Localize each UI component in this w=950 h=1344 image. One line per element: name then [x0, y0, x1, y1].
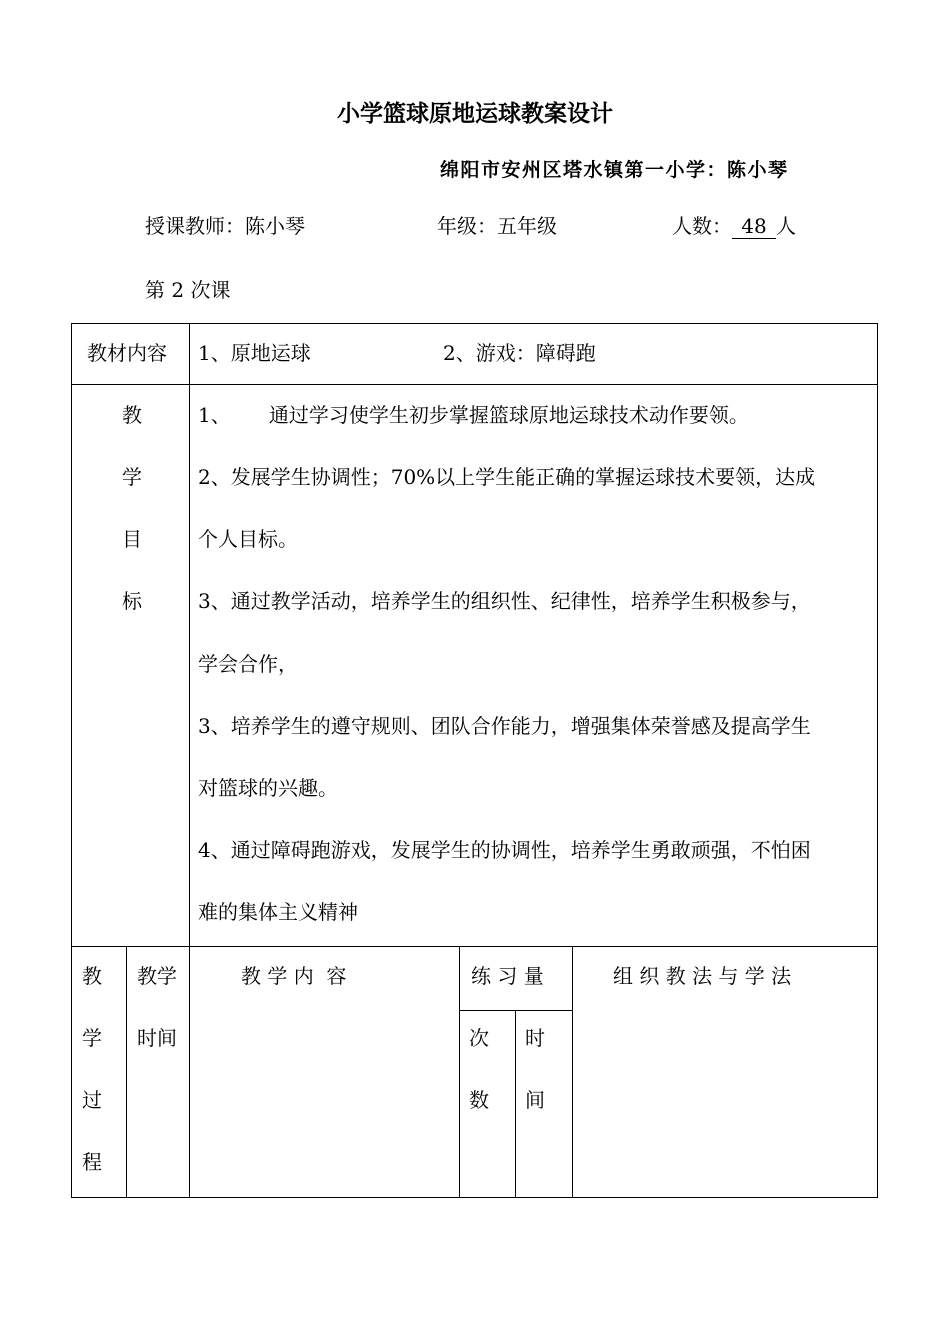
time-header: 教学 — [137, 964, 177, 988]
table-divider — [515, 1010, 516, 1198]
count-value: 48 — [732, 214, 776, 239]
objectives-header-char: 教 — [122, 403, 142, 427]
process-header-char: 过 — [82, 1088, 102, 1112]
table-divider — [459, 946, 460, 1198]
student-count — [672, 210, 796, 242]
process-header-char: 教 — [82, 964, 102, 988]
duration-header: 间 — [525, 1088, 545, 1112]
objective-line: 4、通过障碍跑游戏，发展学生的协调性，培养学生勇敢顽强，不怕困 — [198, 838, 811, 862]
process-header-char: 程 — [82, 1150, 102, 1174]
objective-line: 3、通过教学活动，培养学生的组织性、纪律性，培养学生积极参与， — [198, 589, 811, 613]
material-header: 教材内容 — [87, 341, 167, 365]
page-title: 小学篮球原地运球教案设计 — [337, 101, 613, 127]
objective-line: 3、培养学生的遵守规则、团队合作能力，增强集体荣誉感及提高学生 — [198, 714, 811, 738]
objective-line: 1、 通过学习使学生初步掌握篮球原地运球技术动作要领。 — [198, 403, 749, 427]
objectives-header-char: 学 — [122, 465, 142, 489]
school-author: 绵阳市安州区塔水镇第一小学：陈小琴 — [440, 159, 789, 181]
lesson-number: 第 2 次课 — [145, 278, 231, 302]
objective-line: 2、发展学生协调性；70%以上学生能正确的掌握运球技术要领，达成 — [198, 465, 816, 489]
times-header: 次 — [469, 1026, 489, 1050]
objective-line: 难的集体主义精神 — [198, 900, 358, 924]
material-item-1: 1、原地运球 — [198, 341, 311, 365]
count-unit: 人 — [776, 214, 796, 238]
objectives-header-char: 目 — [122, 527, 142, 551]
content-header: 教 学 内 容 — [241, 964, 347, 988]
material-item-2: 2、游戏：障碍跑 — [443, 341, 596, 365]
table-divider — [189, 323, 190, 1198]
time-header: 时间 — [137, 1026, 177, 1050]
objective-line: 个人目标。 — [198, 527, 298, 551]
table-divider — [71, 946, 878, 947]
teacher-info: 授课教师：陈小琴 — [145, 214, 305, 238]
process-header-char: 学 — [82, 1026, 102, 1050]
objective-line: 学会合作， — [198, 652, 298, 676]
count-label: 人数： — [672, 214, 732, 238]
table-divider — [71, 384, 878, 385]
objective-line: 对篮球的兴趣。 — [198, 776, 338, 800]
table-divider — [459, 1010, 573, 1011]
practice-header: 练 习 量 — [471, 964, 544, 988]
duration-header: 时 — [525, 1026, 545, 1050]
table-divider — [572, 946, 573, 1198]
method-header: 组 织 教 法 与 学 法 — [613, 964, 792, 988]
objectives-header-char: 标 — [122, 589, 142, 613]
lesson-table — [71, 323, 878, 1198]
grade-info: 年级：五年级 — [437, 214, 557, 238]
table-divider — [126, 946, 127, 1198]
times-header: 数 — [469, 1088, 489, 1112]
